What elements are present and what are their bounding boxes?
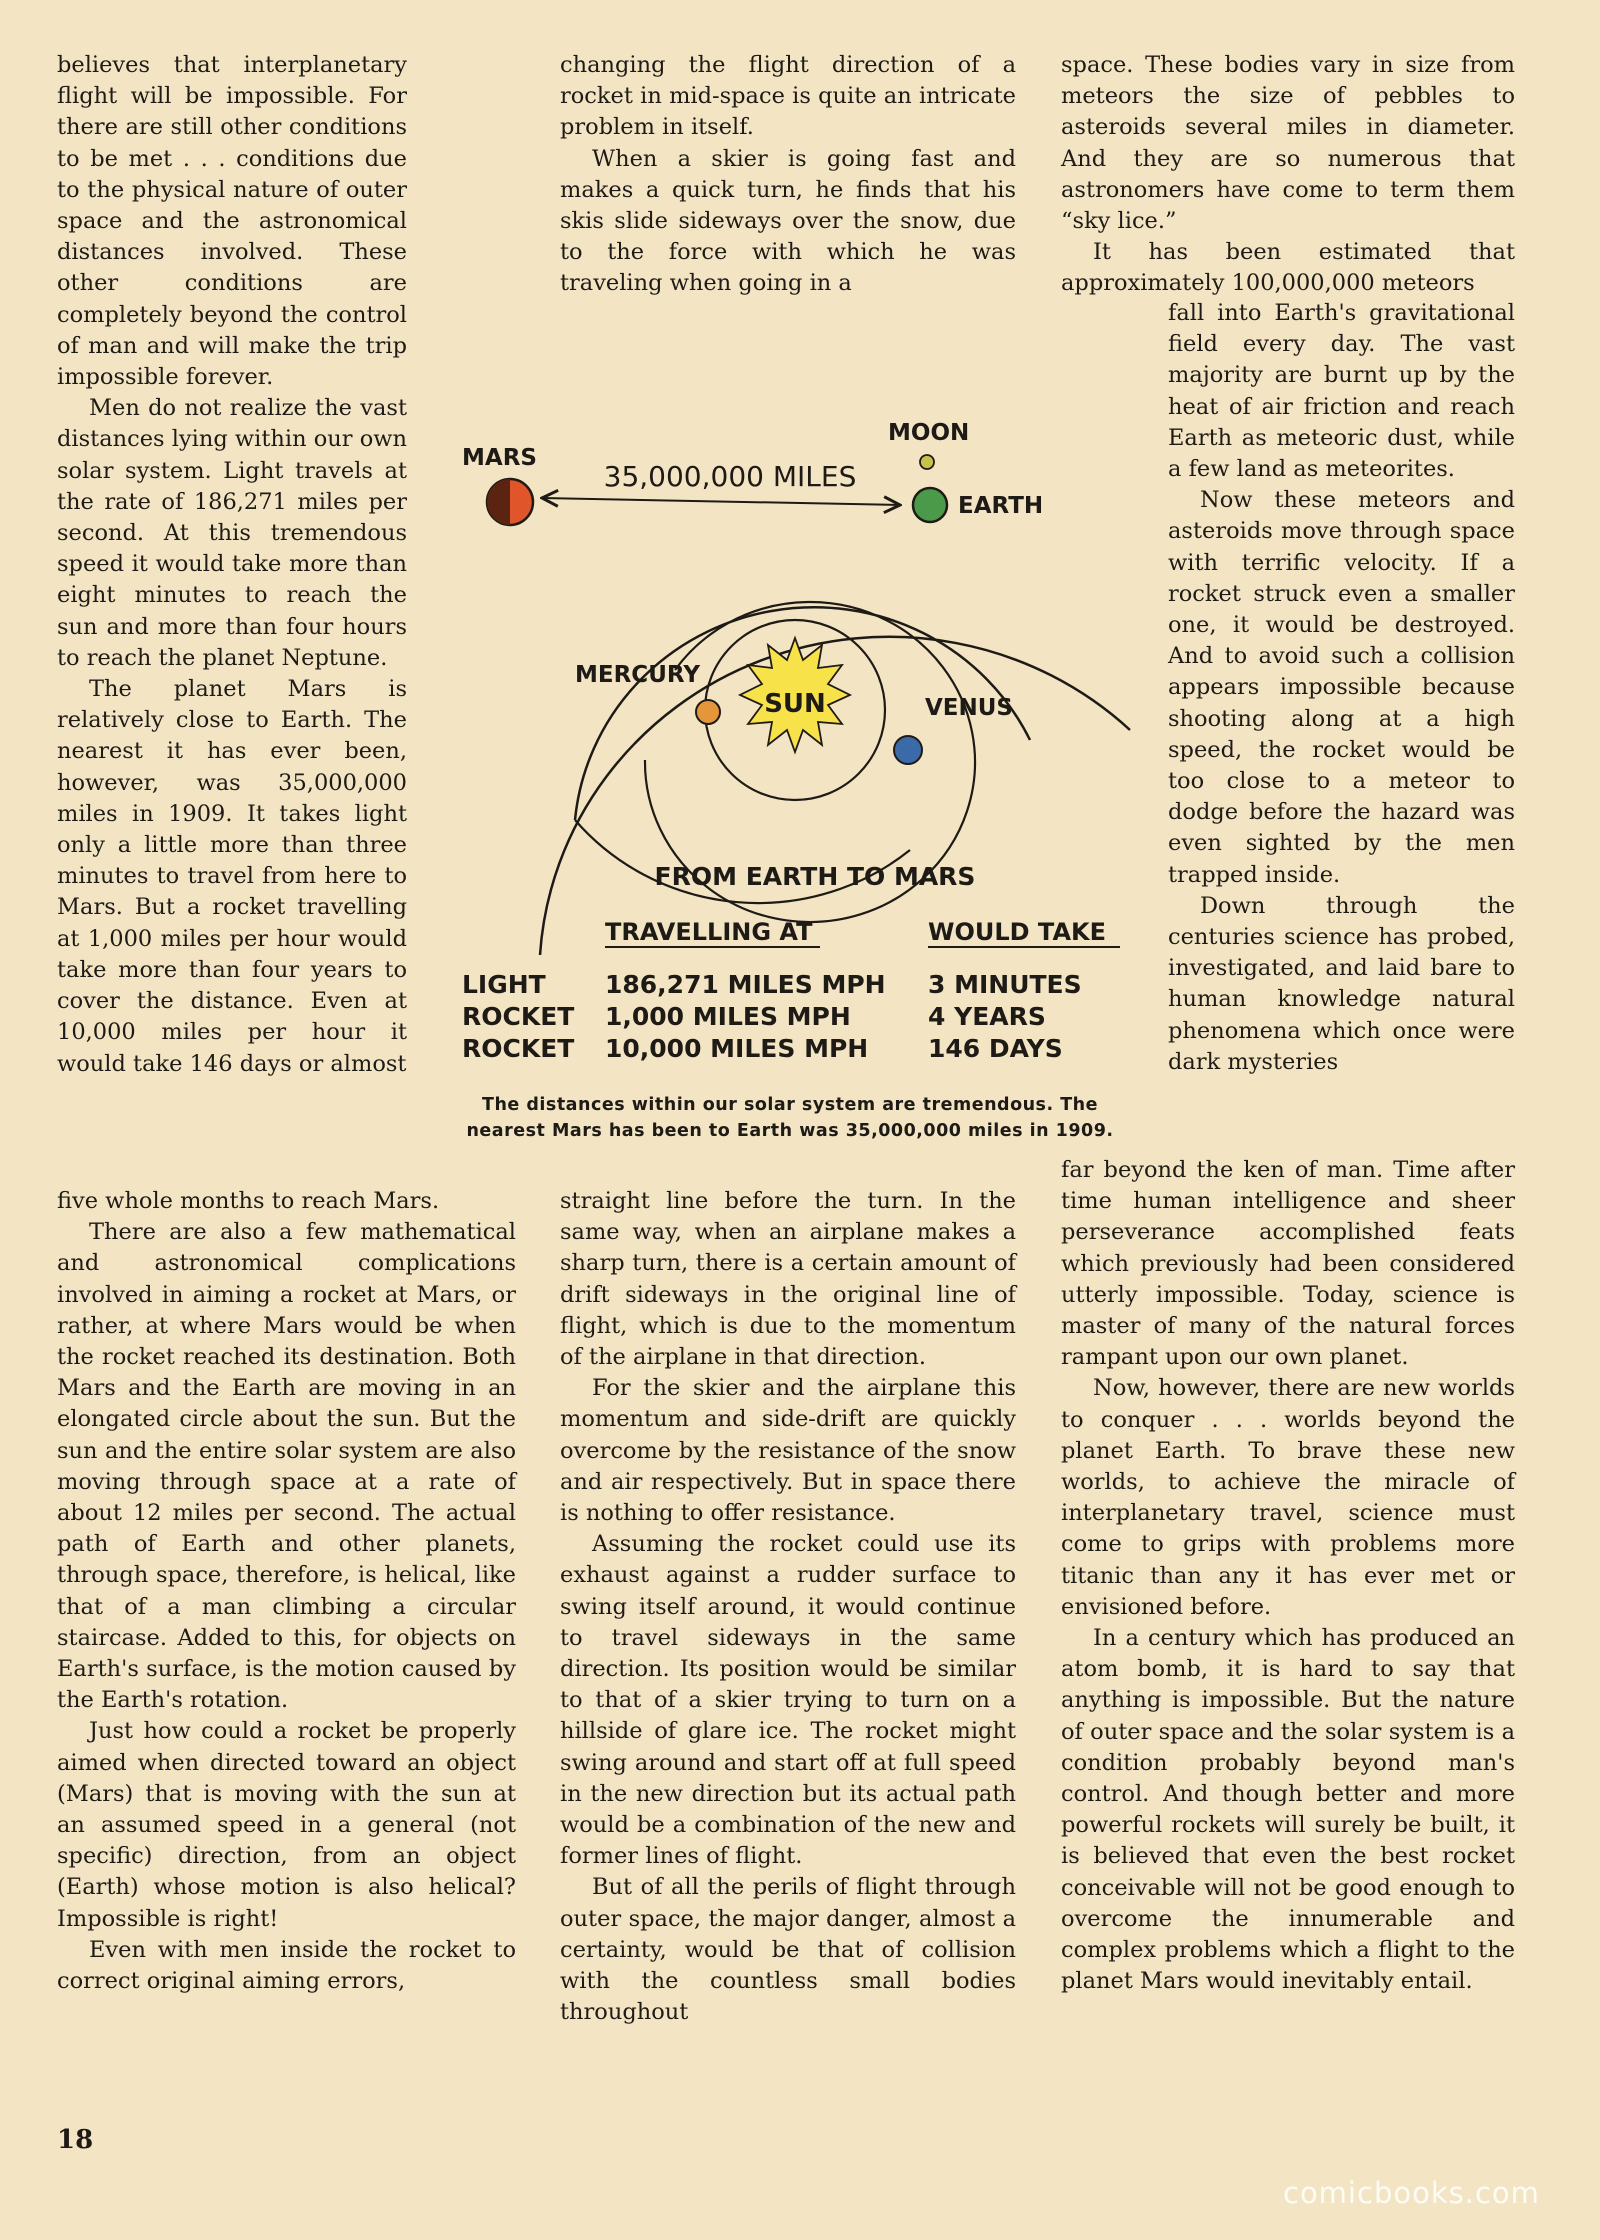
table-row — [462, 970, 1082, 999]
paragraph: changing the flight direction of a rocket in mid-space is quite an intricate problem in itself. — [560, 52, 1016, 141]
diagram-title: FROM EARTH TO MARS — [654, 862, 976, 891]
distance-arrow — [542, 498, 900, 505]
mercury-icon — [696, 700, 720, 724]
mars-label: MARS — [462, 445, 537, 471]
paragraph: The planet Mars is relatively close to Earth. The nearest it has ever been, however, was 35,000,000 miles in 1909. It takes light only a little more than three minutes to travel from here to Mars. But a rocket travelling at 1,000 miles per hour would take more than four years to cover the distance. Even at 10,000 miles per hour it would take 146 days or almost — [57, 676, 407, 1077]
column-middle-top — [560, 50, 1016, 300]
moon-icon — [920, 455, 934, 469]
paragraph: Assuming the rocket could use its exhaust against a rudder surface to swing itself around, it would continue to travel sideways in the same direction. Its position would be similar to that of a skier trying to turn on a hillside of glare ice. The rocket might swing around and start off at full speed in the new direction but its actual path would be a combination of the new and former lines of flight. — [560, 1531, 1016, 1870]
paragraph: far beyond the ken of man. Time after time human intelligence and sheer perseverance accomplished feats which previously had been considered utterly impossible. Today, science is master of many of the natural forces rampant upon our own planet. — [1061, 1157, 1515, 1371]
paragraph: space. These bodies vary in size from meteors the size of pebbles to asteroids several miles in diameter. And they are so numerous that astronomers have come to term them “sky lice.” — [1061, 52, 1515, 235]
table-row — [462, 1002, 1046, 1031]
paragraph: Now, however, there are new worlds to conquer . . . worlds beyond the planet Earth. To brave these new worlds, to achieve the miracle of interplanetary travel, science must come to grips with problems more titanic than any it has ever met or envisioned before. — [1061, 1375, 1515, 1620]
paragraph: fall into Earth's gravitational field every day. The vast majority are burnt up by the heat of air friction and reach Earth as meteoric dust, while a few land as meteorites. — [1168, 300, 1515, 483]
column-right-lower — [1061, 1155, 1515, 1997]
table-cell: ROCKET — [462, 1002, 575, 1031]
distance-label: 35,000,000 MILES — [603, 460, 857, 493]
paragraph: believes that interplanetary flight will be impossible. For there are still other conditions to be met . . . conditions due to the physical nature of outer space and the astronomical distances involved. These other conditions are completely beyond the control of man and will make the trip impossible forever. — [57, 52, 407, 391]
column-left-top — [57, 50, 407, 1080]
column-right-top — [1061, 50, 1515, 300]
table-cell: 3 MINUTES — [928, 970, 1082, 999]
paragraph: straight line before the turn. In the same way, when an airplane makes a sharp turn, there is a certain amount of drift sideways in the original line of flight, which is due to the momentum of the airplane in that direction. — [560, 1188, 1016, 1371]
diagram-caption: The distances within our solar system are tremendous. The nearest Mars has been to Earth was 35,000,000 miles in 1909. — [466, 1095, 1114, 1141]
paragraph: When a skier is going fast and makes a quick turn, he finds that his skis slide sideways over the snow, due to the force with which he was traveling when going in a — [560, 145, 1016, 297]
watermark: comicbooks.com — [1283, 2176, 1540, 2210]
table-header-would-take: WOULD TAKE — [928, 918, 1107, 946]
table-cell: 4 YEARS — [928, 1002, 1046, 1031]
paragraph: There are also a few mathematical and astronomical complications involved in aiming a rocket at Mars, or rather, at where Mars would be when the rocket reached its destination. Both Mars and the Earth are moving in an elongated circle about the sun. But the sun and the entire solar system are also moving through space at a rate of about 12 miles per second. The actual path of Earth and other planets, through space, therefore, is helical, like that of a man climbing a circular staircase. Added to this, for objects on Earth's surface, is the motion caused by the Earth's rotation. — [57, 1219, 516, 1714]
solar-system-diagram — [440, 380, 1140, 1170]
table-cell: LIGHT — [462, 970, 546, 999]
table-cell: 146 DAYS — [928, 1034, 1063, 1063]
moon-label: MOON — [888, 420, 970, 446]
table-header-travelling: TRAVELLING AT — [605, 918, 813, 946]
mercury-label: MERCURY — [575, 662, 700, 688]
paragraph: Now these meteors and asteroids move through space with terrific velocity. If a rocket struck even a smaller one, it would be destroyed. And to avoid such a collision appears impossible because shooting along at a high speed, the rocket would be too close to a meteor to dodge before the hazard was even sighted by the men trapped inside. — [1168, 487, 1515, 888]
column-right-narrow — [1168, 298, 1515, 1078]
table-cell: 1,000 MILES MPH — [605, 1002, 851, 1031]
column-middle-lower — [560, 1186, 1016, 2028]
paragraph: Down through the centuries science has probed, investigated, and laid bare to human knowledge natural phenomena which once were dark mysteries — [1168, 892, 1515, 1075]
paragraph: In a century which has produced an atom bomb, it is hard to say that anything is impossible. But the nature of outer space and the solar system is a condition probably beyond man's control. And though better and more powerful rockets will surely be built, it is believed that even the best rocket conceivable will not be good enough to overcome the innumerable and complex problems which a flight to the planet Mars would inevitably entail. — [1061, 1625, 1515, 1995]
earth-icon — [913, 488, 947, 522]
table-row — [462, 1034, 1063, 1063]
page-number: 18 — [57, 2125, 94, 2155]
paragraph: Men do not realize the vast distances lying within our own solar system. Light travels at the rate of 186,271 miles per second. At this tremendous speed it would take more than eight minutes to reach the sun and more than four hours to reach the planet Neptune. — [57, 395, 407, 671]
paragraph: Just how could a rocket be properly aimed when directed toward an object (Mars) that is moving with the sun at an assumed speed in a general (not specific) direction, from an object (Earth) whose motion is also helical? Impossible is right! — [57, 1718, 516, 1932]
column-left-lower — [57, 1186, 516, 1997]
paragraph: five whole months to reach Mars. — [57, 1188, 440, 1214]
paragraph: For the skier and the airplane this momentum and side-drift are quickly overcome by the resistance of the snow and air respectively. But in space there is nothing to offer resistance. — [560, 1375, 1016, 1527]
paragraph: Even with men inside the rocket to correct original aiming errors, — [57, 1936, 516, 1995]
paragraph: It has been estimated that approximately 100,000,000 meteors — [1061, 239, 1515, 297]
paragraph: But of all the perils of flight through outer space, the major danger, almost a certainty, would be that of collision with the countless small bodies throughout — [560, 1874, 1016, 2026]
sun-label: SUN — [764, 689, 826, 719]
table-cell: 10,000 MILES MPH — [605, 1034, 869, 1063]
venus-label: VENUS — [925, 695, 1014, 721]
table-cell: ROCKET — [462, 1034, 575, 1063]
earth-label: EARTH — [958, 493, 1044, 519]
table-cell: 186,271 MILES MPH — [605, 970, 886, 999]
venus-icon — [894, 736, 922, 764]
